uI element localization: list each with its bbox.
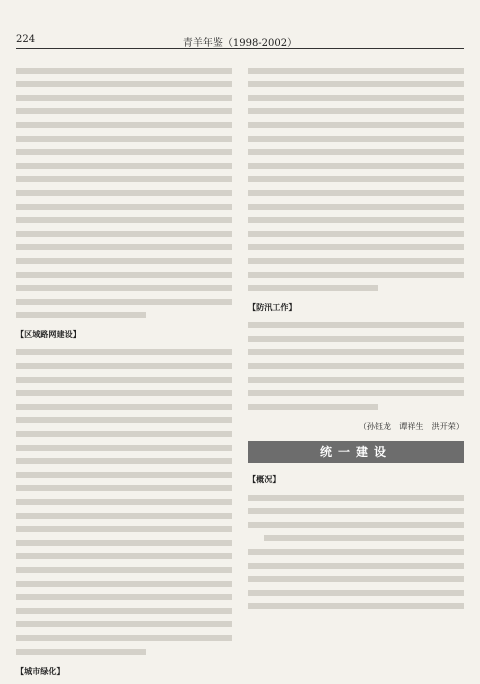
overview-section: 【概况】	[248, 474, 281, 485]
flood-control-heading: 防汛工作	[256, 302, 289, 313]
right-column	[248, 60, 464, 615]
opening-paragraph	[16, 68, 232, 319]
running-header	[16, 34, 464, 49]
author-signoff: （孙钰龙 谭祥生 洪开荣）	[358, 420, 464, 431]
greening-continued-paragraph	[248, 68, 464, 292]
road-network-section: 【区域路网建设】	[16, 329, 81, 340]
flood-control-section: 【防汛工作】	[248, 302, 297, 313]
left-column	[16, 60, 232, 684]
road-network-heading: 区域路网建设	[24, 329, 73, 340]
overview-heading: 概况	[256, 474, 273, 485]
section-banner: 统一建设	[248, 441, 464, 463]
urban-greening-section: 【城市绿化】	[16, 665, 65, 676]
flood-control-paragraph	[248, 322, 464, 410]
running-title: 青羊年鉴（1998-2002）	[182, 38, 298, 49]
urban-greening-heading: 城市绿化	[24, 665, 57, 676]
overview-paragraphs	[248, 495, 464, 610]
page-number: 224	[16, 34, 36, 45]
road-network-paragraph	[16, 349, 232, 654]
